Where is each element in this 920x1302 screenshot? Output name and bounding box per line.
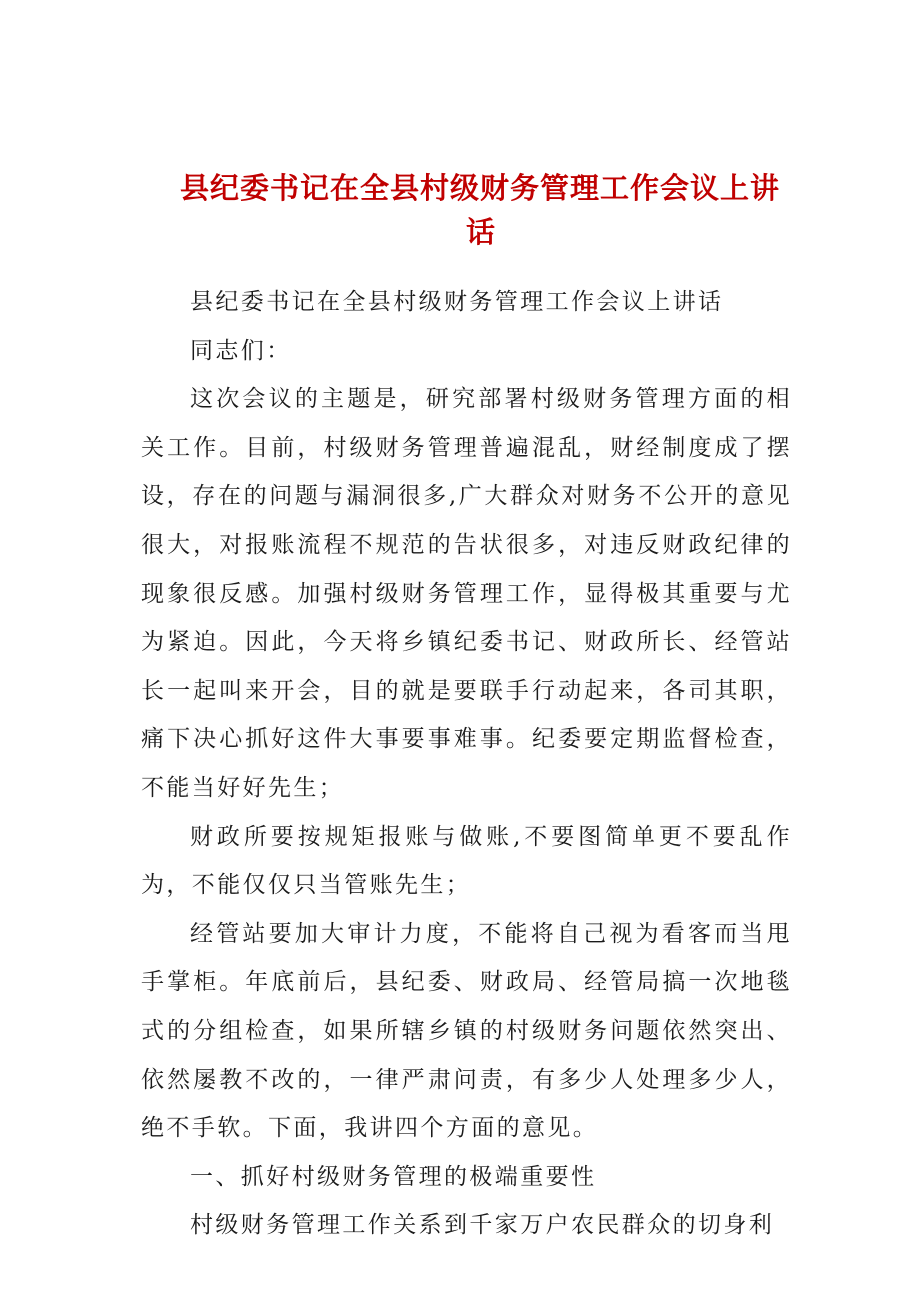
document-title <box>180 166 780 254</box>
document-body <box>141 278 792 1250</box>
document-title-line-2: 话 <box>465 215 496 249</box>
paragraph-salutation: 同志们： <box>190 337 292 364</box>
paragraph-finance-office: 财政所要按规矩报账与做账,不要图简单更不要乱作为，不能仅仅只当管账先生； <box>141 823 792 899</box>
paragraph-meeting-theme: 这次会议的主题是，研究部署村级财务管理方面的相关工作。目前，村级财务管理普遍混乱，财经制度成了摆设，存在的问题与漏洞很多,广大群众对财务不公开的意见很大，对报账流程不规范的告状很多，对违反财政纪律的现象很反感。加强村级财务管理工作，显得极其重要与尤为紧迫。因此，今天将乡镇纪委书记、财政所长、经管站长一起叫来开会，目的就是要联手行动起来，各司其职，痛下决心抓好这件大事要事难事。纪委要定期监督检查，不能当好好先生； <box>141 386 792 801</box>
paragraph-management-station: 经管站要加大审计力度，不能将自己视为看客而当甩手掌柜。年底前后，县纪委、财政局、经管局搞一次地毯式的分组检查，如果所辖乡镇的村级财务问题依然突出、依然屡教不改的，一律严肃问责，有多少人处理多少人，绝不手软。下面，我讲四个方面的意见。 <box>141 920 792 1142</box>
paragraph-subtitle: 县纪委书记在全县村级财务管理工作会议上讲话 <box>190 289 724 315</box>
document-title-line-1: 县纪委书记在全县村级财务管理工作会议上讲 <box>180 171 781 205</box>
section-heading-1: 一、抓好村级财务管理的极端重要性 <box>190 1163 597 1190</box>
paragraph-section-1-start: 村级财务管理工作关系到千家万户农民群众的切身利 <box>190 1212 775 1239</box>
